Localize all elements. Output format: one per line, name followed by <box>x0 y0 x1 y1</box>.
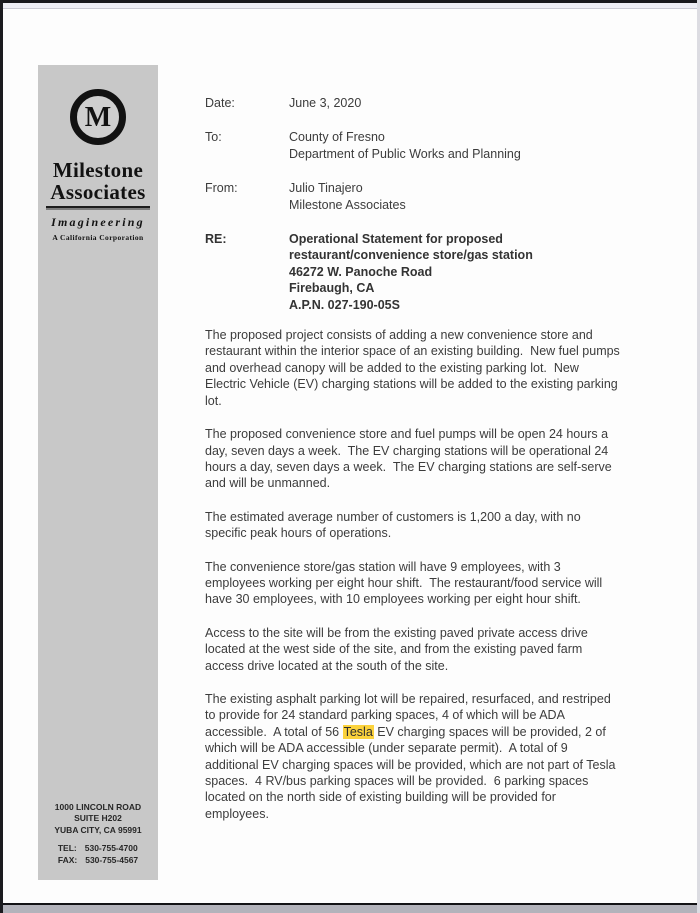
address-line: YUBA CITY, CA 95991 <box>54 824 142 835</box>
paragraph-project-description: The proposed project consists of adding a new convenience store and restaurant within the interior space of an existing building. New fuel pumps and overhead canopy will be added to the existing parking lot. New Electric Vehicle (EV) charging stations will be added to the existing parking lot. <box>205 328 624 408</box>
from-value <box>289 180 406 213</box>
meta-row-re <box>205 231 623 313</box>
to-line: County of Fresno <box>289 130 385 145</box>
logo-letter: M <box>84 102 112 133</box>
to-label: To: <box>205 130 222 145</box>
re-line: Firebaugh, CA <box>289 281 375 296</box>
milestone-logo-icon <box>70 89 126 145</box>
from-label: From: <box>205 181 238 196</box>
re-line: A.P.N. 027-190-05S <box>289 297 400 312</box>
to-line: Department of Public Works and Planning <box>289 146 521 161</box>
address-block <box>54 802 141 836</box>
phone-block <box>58 843 138 866</box>
from-line: Milestone Associates <box>289 197 406 212</box>
paragraph-access: Access to the site will be from the existing paved private access drive located at the west side of the site, and from the existing paved farm access drive located at the south of the site. <box>205 625 592 673</box>
tel-label: TEL: <box>57 843 77 854</box>
meta-row-date <box>205 95 623 111</box>
re-line: Operational Statement for proposed <box>289 232 503 247</box>
fax-line <box>58 855 138 866</box>
tesla-highlight: Tesla <box>343 724 373 739</box>
to-value <box>289 129 521 162</box>
brand-tagline: Imagineering <box>51 215 145 230</box>
paragraph-employees: The convenience store/gas station will have 9 employees, with 3 employees working per eight hour shift. The restaurant/food service will have 30 employees, with 10 employees working per eight hour shift. <box>205 559 606 607</box>
fax-number: 530-755-4567 <box>85 854 139 865</box>
tel-number: 530-755-4700 <box>84 843 138 854</box>
brand-subtagline: A California Corporation <box>52 233 144 243</box>
fax-label: FAX: <box>57 854 78 865</box>
re-line: 46272 W. Panoche Road <box>289 264 433 279</box>
letter-content <box>205 95 623 839</box>
letterhead-sidebar <box>38 65 158 880</box>
address-line: 1000 LINCOLN ROAD <box>54 801 142 812</box>
re-label: RE: <box>205 232 227 247</box>
brand-line-2: Associates <box>50 180 146 205</box>
parking-text-after: EV charging spaces will be provided, 2 of which will be ADA accessible (under separate permit). A total of 9 additional EV charging spaces will be provided, which are not part of Tesla spaces. 4 RV/bus parking spaces will be provided. 6 parking spaces located on the north side of existing building will be provided for employees. <box>205 724 619 821</box>
re-line: restaurant/convenience store/gas station <box>289 248 533 263</box>
address-line: SUITE H202 <box>74 813 122 824</box>
paragraph-parking <box>205 691 623 822</box>
scan-bottom-edge <box>3 903 697 913</box>
re-value <box>289 231 533 313</box>
brand-line-1: Milestone <box>52 158 144 182</box>
brand-underline <box>46 206 150 208</box>
tel-line <box>58 843 138 854</box>
paragraph-hours: The proposed convenience store and fuel pumps will be open 24 hours a day, seven days a week. The EV charging stations will be operational 24 hours a day, seven days a week. The EV charging stations are self-serve and will be unmanned. <box>205 427 616 491</box>
parking-text-before: The existing asphalt parking lot will be repaired, resurfaced, and restriped to provide for 24 standard parking spaces, 4 of which will be ADA accessible. A total of 56 <box>205 691 615 739</box>
meta-row-to <box>205 129 623 162</box>
paragraph-customers: The estimated average number of customers is 1,200 a day, with no specific peak hours of operations. <box>205 509 585 541</box>
from-line: Julio Tinajero <box>289 181 363 196</box>
meta-row-from <box>205 180 623 213</box>
date-value: June 3, 2020 <box>289 96 362 110</box>
brand-name <box>50 159 145 203</box>
scan-top-edge <box>3 0 697 9</box>
date-label: Date: <box>205 96 235 110</box>
